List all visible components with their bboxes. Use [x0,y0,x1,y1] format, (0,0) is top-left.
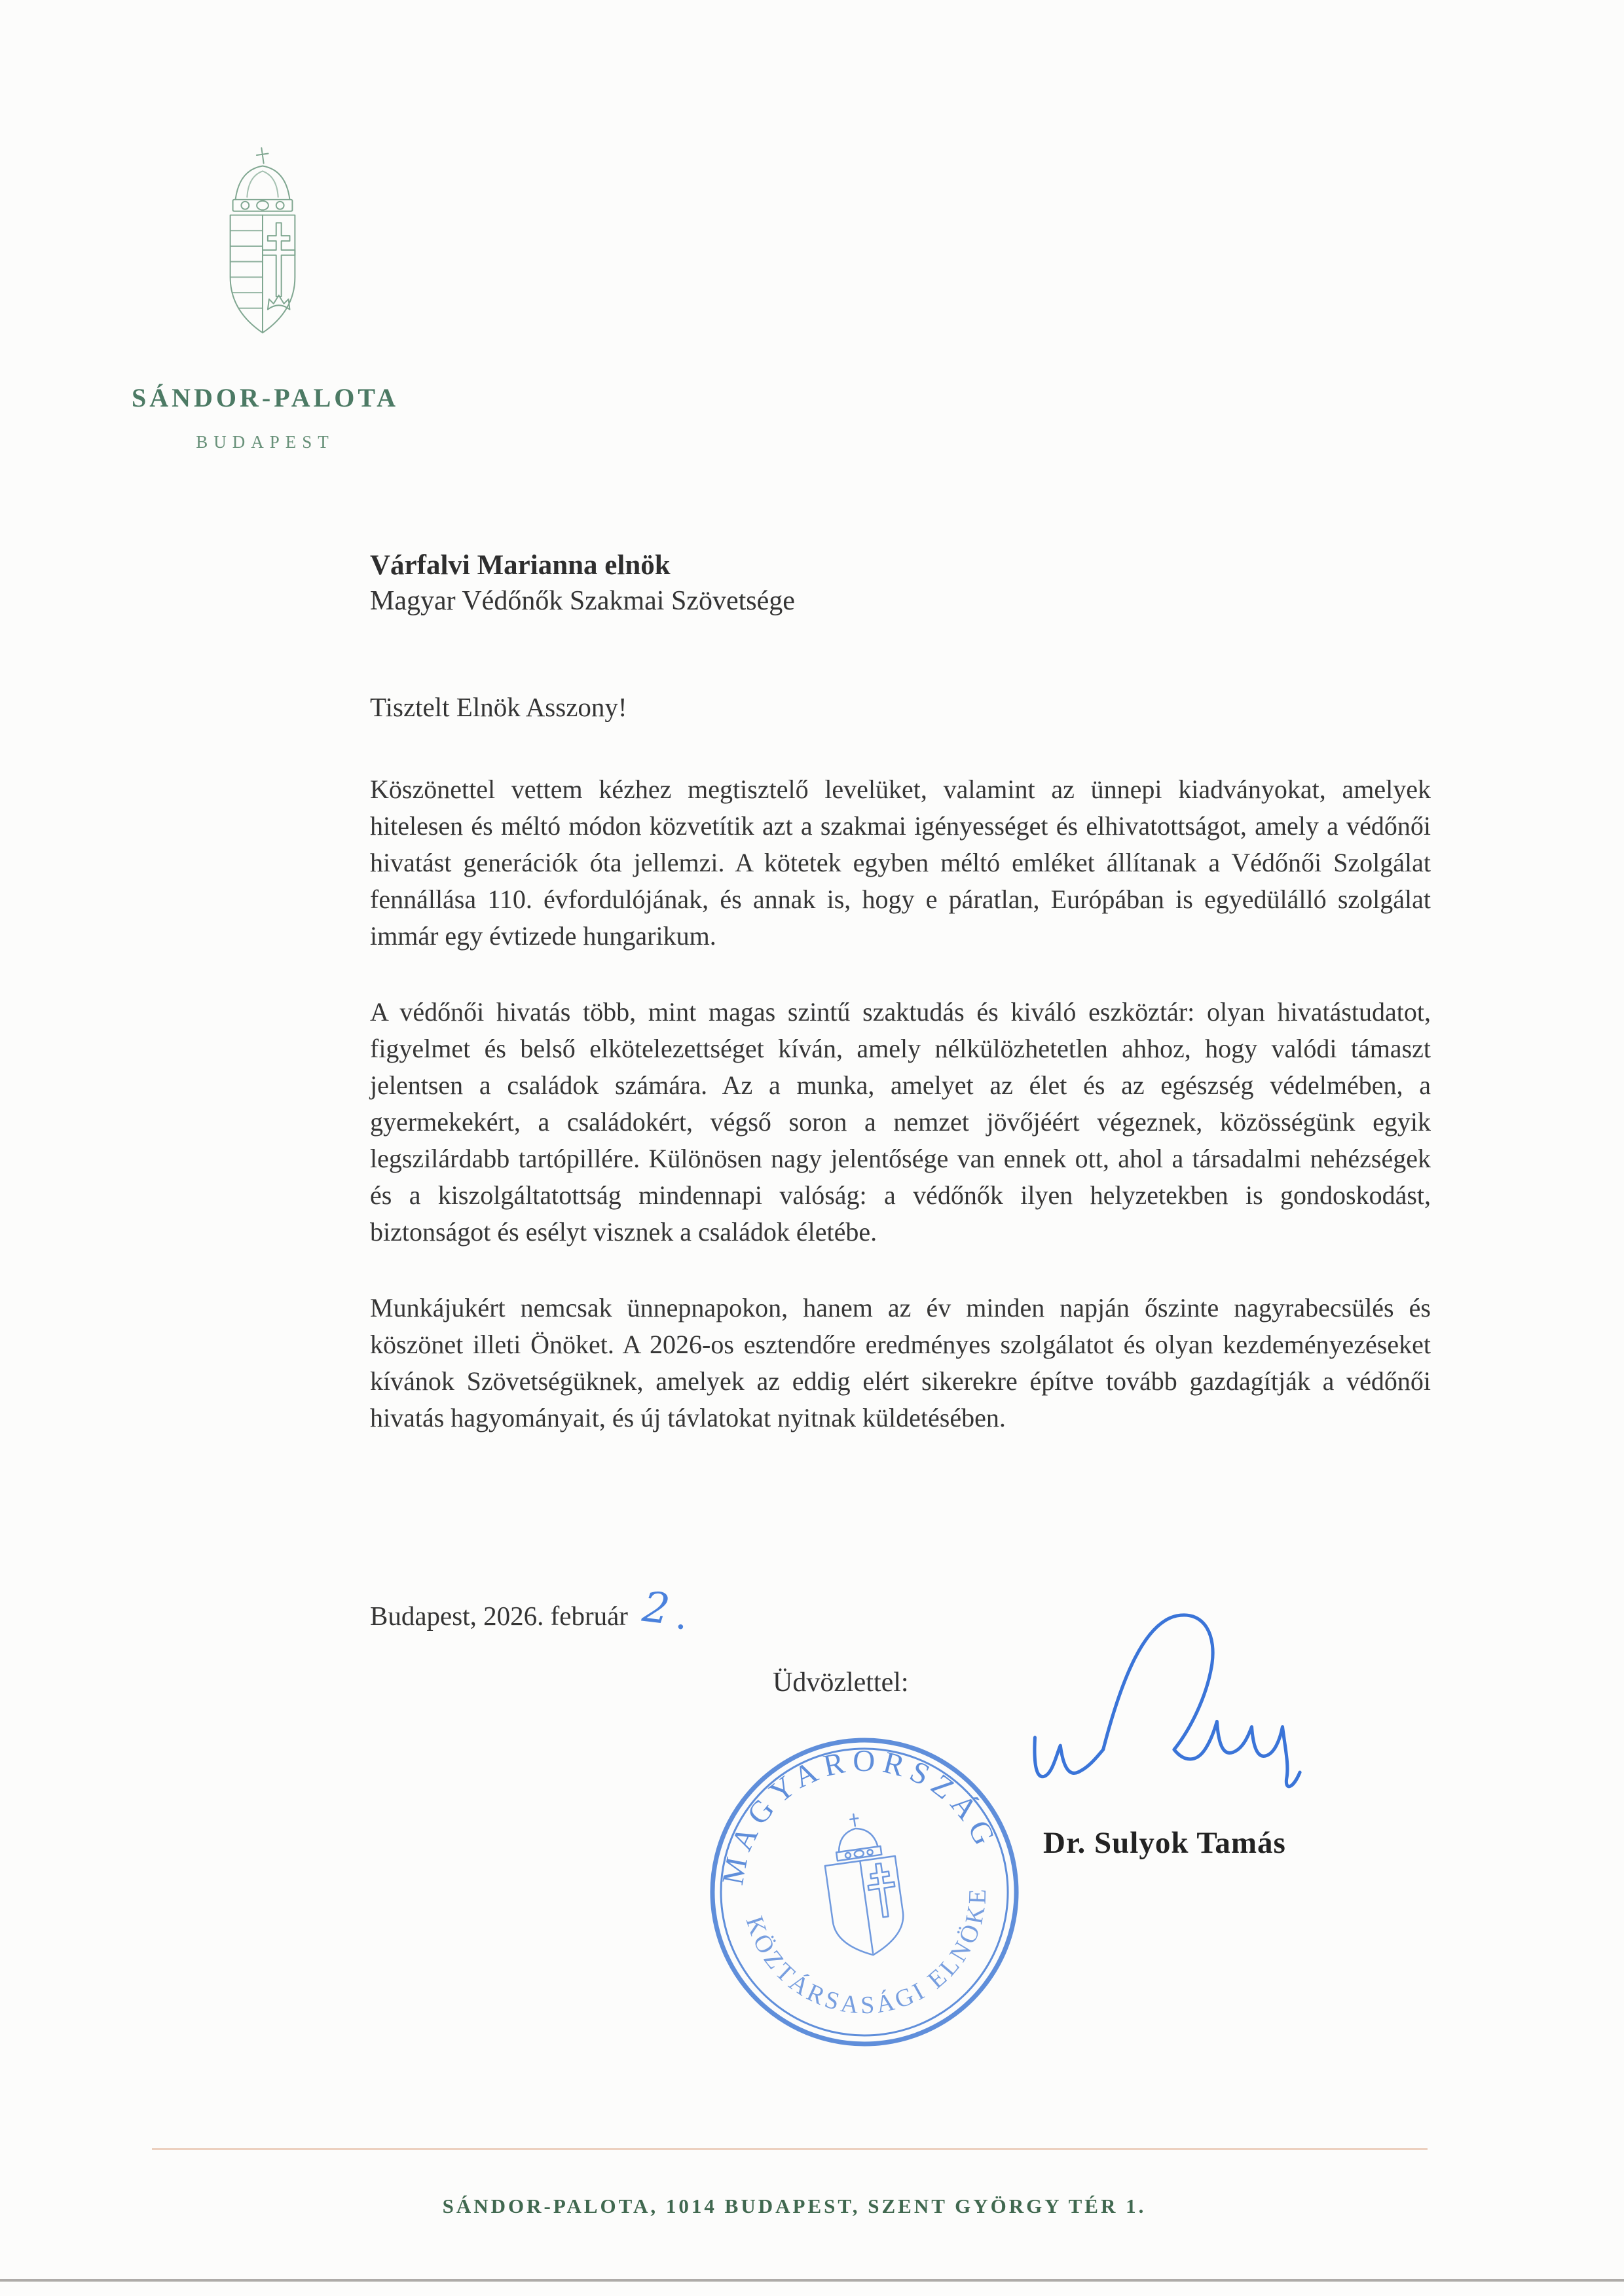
dateline-printed: Budapest, 2026. február [370,1601,628,1631]
footer-address: SÁNDOR-PALOTA, 1014 BUDAPEST, SZENT GYÖRGY TÉR 1. [442,2195,1147,2217]
letterhead-palace-name: SÁNDOR-PALOTA [132,383,399,412]
stamp-top-arc-text: MAGYARORSZÁG [716,1743,1005,1888]
valediction: Üdvözlettel: [773,1667,909,1698]
salutation: Tisztelt Elnök Asszony! [370,692,627,722]
stamp-bottom-arc-text: KÖZTÁRSASÁGI ELNÖKE [740,1885,992,2020]
presidential-seal-stamp [704,1732,1025,2052]
body-paragraph: Munkájukért nemcsak ünnepnapokon, hanem az év minden napján őszinte nagyrabecsülés és köszönet illeti Önöket. A 2026-os esztendőre eredményes szolgálatot és olyan kezdeményezéseket kívánok Szövetségüknek, amelyek az eddig elért sikerekre építve tovább gazdagítják a védőnői hivatás hagyományait, és új távlatokat nyitnak küldetésében. [370,1293,1431,1432]
dateline [370,1582,685,1635]
letter-body [370,771,1431,1476]
letterhead-city: BUDAPEST [196,432,335,452]
hungarian-coat-of-arms-icon [211,140,314,347]
body-paragraph: A védőnői hivatás több, mint magas szintű szaktudás és kiváló eszköztár: olyan hivatástudatot, figyelmet és belső elkötelezettséget kíván, amely nélkülözhetetlen ahhoz, hogy valódi támaszt jelentsen a családok számára. Az a munka, amelyet az élet és az egészség védelmében, a gyermekekért, a családokért, végső soron a nemzet jövőjéért végeznek, közösségünk egyik legszilárdabb tartópillére. Különösen nagy jelentősége van ennek ott, ahol a társadalmi nehézségek és a kiszolgáltatottság mindennapi valóság: a védőnők ilyen helyzetekben is gondoskodást, biztonságot és esélyt visznek a családok életébe. [370,997,1431,1247]
stamp-emblem-icon [817,1810,909,1963]
recipient-name: Várfalvi Marianna elnök [370,550,671,581]
recipient-organization: Magyar Védőnők Szakmai Szövetsége [370,586,795,616]
handwritten-day: 2 [640,1582,673,1635]
handwritten-period: . [676,1602,685,1635]
recipient-block [370,547,1431,619]
signature-ink [1022,1596,1329,1819]
scan-edge-line [0,2279,1624,2282]
footer-rule-line [152,2148,1428,2150]
signer-name: Dr. Sulyok Tamás [1043,1826,1286,1860]
body-paragraph: Köszönettel vettem kézhez megtisztelő levelüket, valamint az ünnepi kiadványokat, amelyek hitelesen és méltó módon közvetítik azt a szakmai igényességet és elhivatottságot, amely a védőnői hivatást generációk óta jellemzi. A kötetek egyben méltó emléket állítanak a Védőnői Szolgálat fennállása 110. évfordulójának, és annak is, hogy e páratlan, Európában is egyedülálló szolgálat immár egy évtizede hungarikum. [370,774,1431,951]
